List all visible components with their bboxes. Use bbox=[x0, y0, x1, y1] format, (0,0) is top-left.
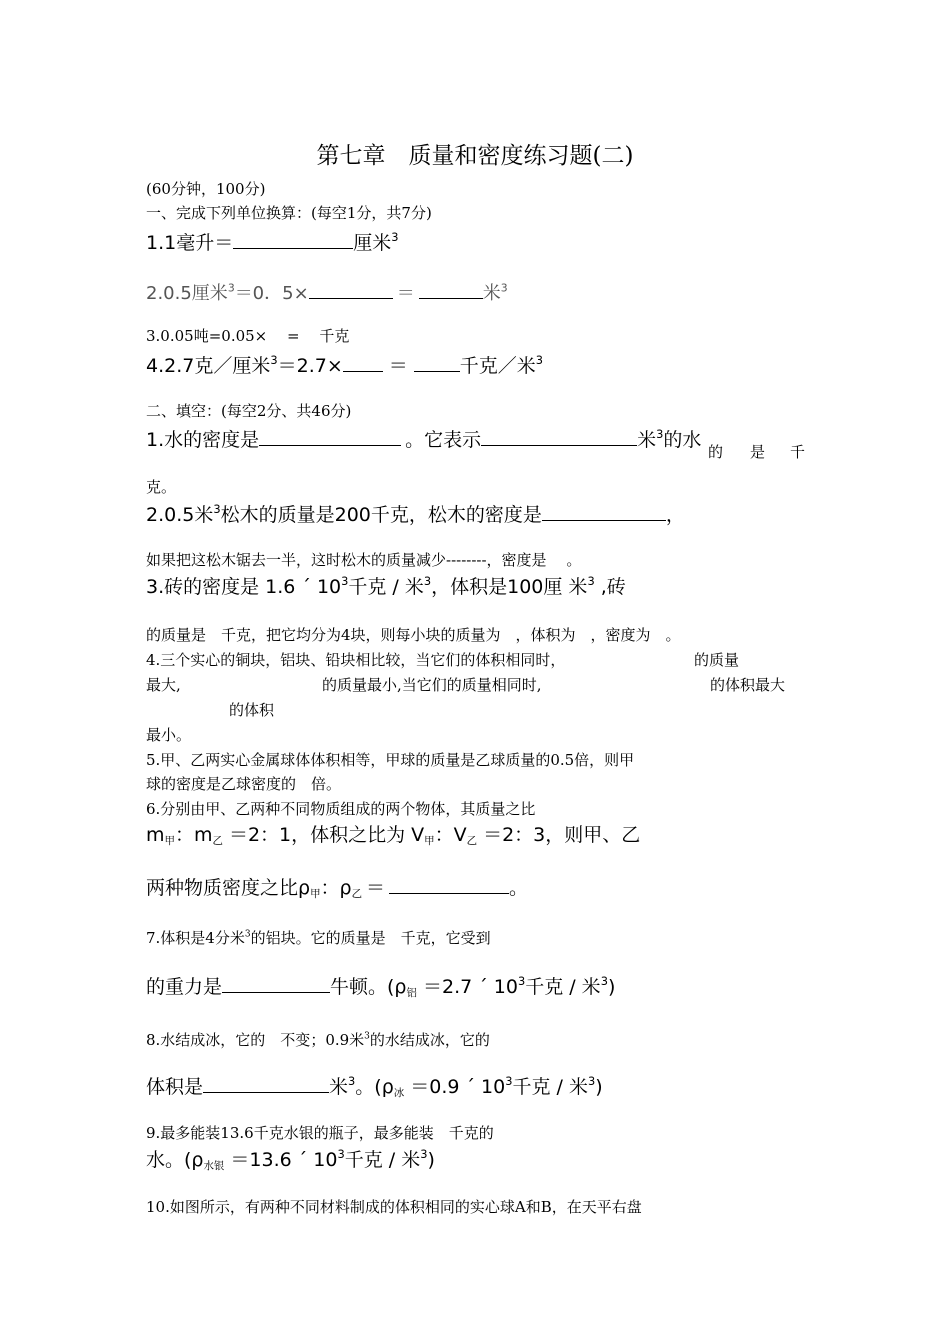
s2-q9-sup-2: 3 bbox=[420, 1147, 428, 1162]
s2-q8-text-g: ＝0.9 ´ 10 bbox=[404, 1076, 506, 1098]
s1-q4-blank-1[interactable] bbox=[343, 352, 383, 372]
s2-q1-text-b: 。它表示 bbox=[405, 429, 482, 451]
s2-q9-text-e: 千克 / 米 bbox=[344, 1149, 421, 1171]
s2-q7-line-2 bbox=[146, 973, 615, 999]
s2-q8-blank[interactable] bbox=[203, 1073, 329, 1093]
section-1-heading: 一、完成下列单位换算：(每空1分，共7分) bbox=[146, 204, 432, 222]
s2-q8-text-d: 米 bbox=[329, 1076, 349, 1098]
s2-q9-text-a: 9.最多能装13.6千克水银的瓶子，最多能装 千克的 bbox=[146, 1124, 494, 1142]
s2-q3-text-d: ,砖 bbox=[594, 576, 626, 598]
s2-q4-text-a: 4.三个实心的铜块，铝块、铅块相比较，当它们的体积相同时， bbox=[146, 651, 566, 669]
s2-q1-sup: 3 bbox=[656, 427, 664, 442]
s2-q3-sup-2: 3 bbox=[423, 574, 432, 589]
s2-q6-text-a: 6.分别由甲、乙两种不同物质组成的两个物体，其质量之比 bbox=[146, 800, 536, 818]
s2-q9-sub: 水银 bbox=[203, 1160, 225, 1173]
s2-q2-text-a: 2.0.5米 bbox=[146, 504, 214, 526]
s2-q8-sup-2: 3 bbox=[348, 1074, 356, 1089]
s2-q6-sub-1: 甲 bbox=[164, 835, 175, 848]
s2-q2-text-b: 松木的质量是200千克，松木的密度是 bbox=[220, 504, 542, 526]
s2-q2-text-d: 如果把这松木锯去一半，这时松木的质量减少--------，密度是 。 bbox=[146, 551, 582, 569]
s2-q6-line-3 bbox=[146, 874, 528, 900]
s1-question-2 bbox=[146, 280, 508, 305]
s2-q4-text-c: 最大, bbox=[146, 676, 181, 694]
s2-q8-sub: 冰 bbox=[393, 1087, 405, 1100]
s2-q2-text-c: ， bbox=[665, 504, 685, 526]
s2-q2-blank[interactable] bbox=[542, 501, 666, 521]
s2-q7-sub: 铝 bbox=[406, 987, 417, 1000]
s2-q1-text-f: 是 bbox=[750, 443, 766, 461]
s2-q3-text-a: 3.砖的密度是 1.6 ´ 10 bbox=[146, 576, 342, 598]
s2-q7-text-h: ) bbox=[607, 976, 616, 998]
section-2-heading: 二、填空：(每空2分、共46分) bbox=[146, 402, 352, 420]
s2-q5-text-b: 球的密度是乙球密度的 倍。 bbox=[146, 775, 342, 793]
s2-q6-sub-3: 甲 bbox=[424, 835, 435, 848]
s2-question-8 bbox=[146, 1031, 490, 1049]
s2-q9-text-d: ＝13.6 ´ 10 bbox=[224, 1149, 338, 1171]
s2-q7-blank[interactable] bbox=[222, 973, 330, 993]
s2-q7-text-f: ＝2.7 ´ 10 bbox=[416, 976, 518, 998]
s2-q8-sup-3: 3 bbox=[505, 1074, 513, 1089]
s2-q4-text-f: 的体积 bbox=[229, 701, 275, 719]
s2-q1-text-g: 千 bbox=[790, 443, 806, 461]
s2-q6-sub-6: 乙 bbox=[351, 888, 362, 901]
s2-q9-text-f: ) bbox=[427, 1149, 435, 1171]
s1-q2-text-c: ＝ bbox=[396, 283, 415, 304]
s2-q8-line-2 bbox=[146, 1073, 603, 1099]
s1-q4-blank-2[interactable] bbox=[414, 352, 460, 372]
s2-q6-text-b: m bbox=[146, 824, 165, 846]
s2-q7-text-c: 的重力是 bbox=[146, 976, 223, 998]
s2-q6-text-h: ：V bbox=[434, 824, 467, 846]
s2-q6-text-f: ＝2：1，体积之比为 V bbox=[222, 824, 425, 846]
exam-meta: (60分钟，100分) bbox=[146, 180, 266, 198]
s2-q1-text-h: 克。 bbox=[146, 478, 177, 496]
s1-q2-text-b: ＝0．5× bbox=[234, 283, 309, 304]
s2-q6-sub-4: 乙 bbox=[466, 835, 478, 848]
s2-q6-text-d: ：m bbox=[174, 824, 213, 846]
s1-question-4 bbox=[146, 352, 543, 378]
page-title: 第七章 质量和密度练习题(二) bbox=[316, 143, 634, 169]
s2-q10-text-a: 10.如图所示，有两种不同材料制成的体积相同的实心球A和B，在天平右盘 bbox=[146, 1198, 642, 1216]
s1-q1-sup: 3 bbox=[391, 230, 399, 245]
s2-q3-sup-3: 3 bbox=[587, 574, 595, 589]
s2-q1-blank-1[interactable] bbox=[259, 426, 401, 446]
s2-q7-sup-3: 3 bbox=[600, 974, 608, 989]
s2-q6-text-o: ＝ bbox=[366, 877, 386, 899]
s2-q5-text-a: 5.甲、乙两实心金属球体体积相等，甲球的质量是乙球质量的0.5倍，则甲 bbox=[146, 751, 635, 769]
s2-q1-text-e: 的 bbox=[708, 443, 724, 461]
s2-q4-text-g: 最小。 bbox=[146, 726, 192, 744]
s2-q3-text-c: ，体积是100厘 米 bbox=[431, 576, 588, 598]
s2-q7-sup-1: 3 bbox=[244, 929, 251, 940]
s2-q7-sup-2: 3 bbox=[517, 974, 526, 989]
s2-q6-blank[interactable] bbox=[389, 874, 509, 894]
s1-q1-text-a: 1.1毫升＝ bbox=[146, 232, 234, 254]
s1-q1-text-b: 厘米 bbox=[353, 232, 392, 254]
s1-q4-text-a: 4.2.7克／厘米 bbox=[146, 355, 271, 377]
s2-q6-text-p: 。 bbox=[509, 877, 529, 899]
s2-q8-sup-4: 3 bbox=[587, 1074, 596, 1089]
s2-q8-sup-1: 3 bbox=[364, 1031, 370, 1042]
s2-q6-text-m: ：ρ bbox=[320, 877, 352, 899]
s2-q7-text-g: 千克 / 米 bbox=[525, 976, 601, 998]
s1-q1-blank[interactable] bbox=[233, 229, 353, 249]
s2-q4-text-b: 的质量 bbox=[694, 651, 740, 669]
s1-q4-sup-2: 3 bbox=[535, 353, 544, 368]
s2-q4-text-e: 的体积最大 bbox=[710, 676, 786, 694]
s1-q2-sup-1: 3 bbox=[227, 281, 235, 295]
s2-q9-line-2 bbox=[146, 1149, 435, 1172]
s2-q8-text-h: 千克 / 米 bbox=[512, 1076, 588, 1098]
s1-q2-sup-2: 3 bbox=[500, 281, 508, 295]
s2-q1-text-c: 米 bbox=[637, 429, 657, 451]
s2-q3-text-e: 的质量是 千克，把它均分为4块，则每小块的质量为 ，体积为 ，密度为 。 bbox=[146, 626, 681, 644]
s2-q3-text-b: 千克 / 米 bbox=[348, 576, 424, 598]
s1-question-3: 3.0.05吨=0.05× = 千克 bbox=[146, 327, 350, 345]
s2-q6-sub-5: 甲 bbox=[310, 888, 321, 901]
s1-q2-text-d: 米 bbox=[482, 283, 501, 304]
s2-q7-text-d: 牛顿。(ρ bbox=[330, 976, 407, 998]
s2-q6-line-2 bbox=[146, 824, 640, 847]
s1-q4-text-b: ＝2.7× bbox=[277, 355, 343, 377]
s1-q2-blank-2[interactable] bbox=[419, 280, 483, 299]
s2-question-2 bbox=[146, 501, 685, 527]
s2-q8-text-i: ) bbox=[595, 1076, 603, 1098]
s2-question-1 bbox=[146, 426, 701, 452]
s2-q3-sup-1: 3 bbox=[341, 574, 349, 589]
s2-q9-text-b: 水。(ρ bbox=[146, 1149, 204, 1171]
s1-q4-sup-1: 3 bbox=[270, 353, 278, 368]
s2-q6-text-k: 两种物质密度之比ρ bbox=[146, 877, 311, 899]
s2-q1-blank-2[interactable] bbox=[481, 426, 637, 446]
s2-q8-text-c: 体积是 bbox=[146, 1076, 204, 1098]
s2-q4-text-d: 的质量最小,当它们的质量相同时, bbox=[322, 676, 542, 694]
s2-question-3 bbox=[146, 576, 626, 599]
s2-q1-text-a: 1.水的密度是 bbox=[146, 429, 260, 451]
s2-q2-sup: 3 bbox=[213, 502, 221, 517]
s1-question-1 bbox=[146, 229, 398, 255]
s2-q1-text-d: 的水 bbox=[663, 429, 702, 451]
s1-q2-text-a: 2.0.5厘米 bbox=[146, 283, 228, 304]
s1-q4-text-c: ＝ bbox=[388, 355, 408, 377]
s2-q6-text-j: ＝2：3，则甲、乙 bbox=[477, 824, 641, 846]
s2-q8-text-a: 8.水结成冰，它的 不变；0.9米 bbox=[146, 1031, 365, 1049]
s2-q7-text-b: 的铝块。它的质量是 千克，它受到 bbox=[250, 929, 491, 947]
s1-q4-text-d: 千克／米 bbox=[459, 355, 536, 377]
s2-question-7 bbox=[146, 929, 491, 947]
s2-q7-text-a: 7.体积是4分米 bbox=[146, 929, 245, 947]
s2-q8-text-b: 的水结成冰，它的 bbox=[369, 1031, 490, 1049]
s2-q9-sup-1: 3 bbox=[337, 1147, 345, 1162]
s1-q2-blank-1[interactable] bbox=[309, 280, 393, 299]
s2-q8-text-e: 。(ρ bbox=[355, 1076, 394, 1098]
s2-q6-sub-2: 乙 bbox=[212, 835, 223, 848]
